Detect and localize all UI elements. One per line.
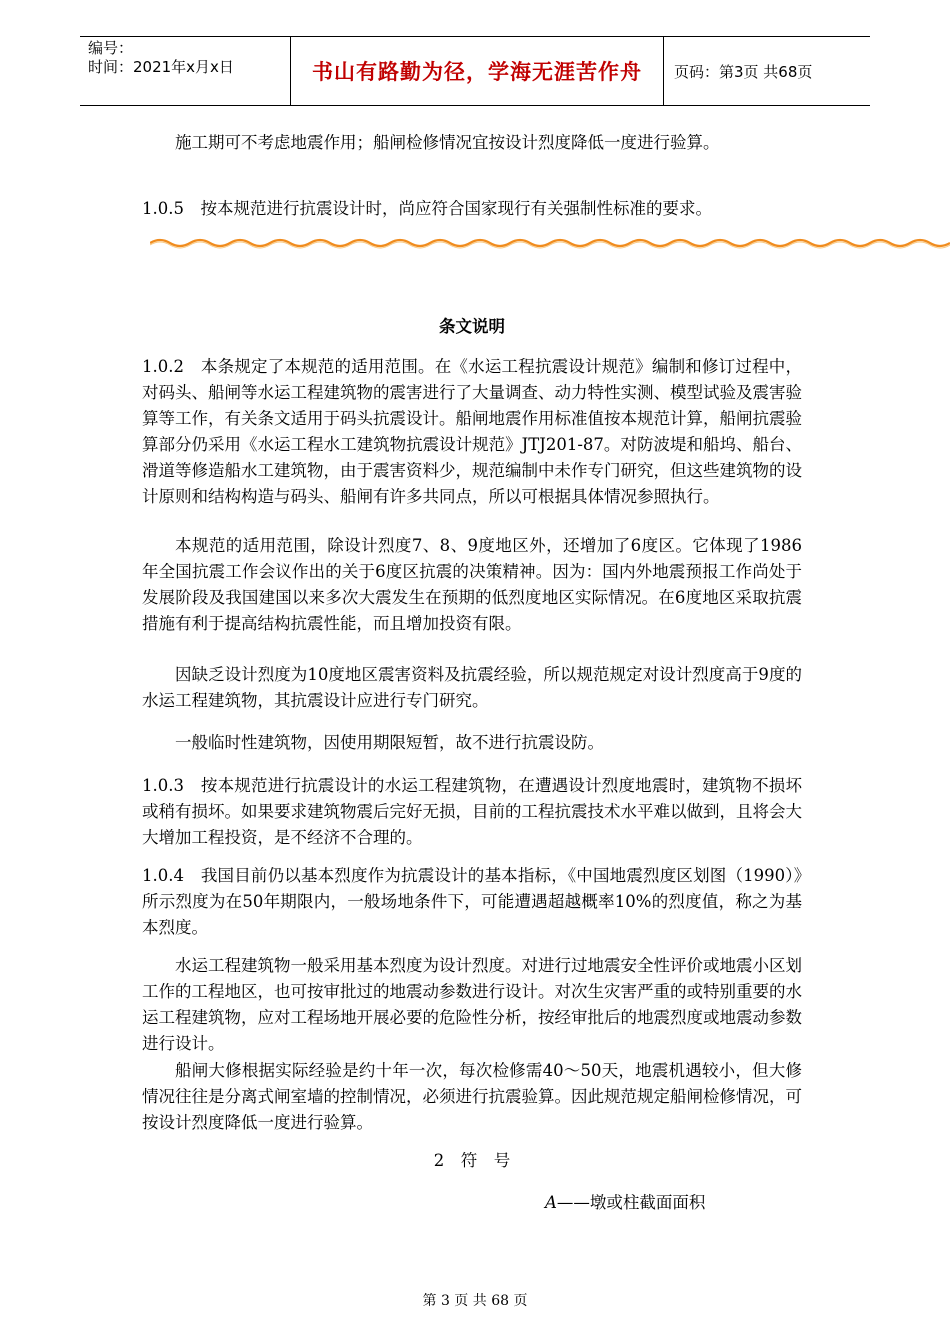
header-page-label: 页码：第3页 共68页 <box>674 62 813 81</box>
paragraph-continuation: 施工期可不考虑地震作用；船闸检修情况宜按设计烈度降低一度进行验算。 <box>175 133 720 152</box>
temporary-building-paragraph: 一般临时性建筑物，因使用期限短暂，故不进行抗震设防。 <box>175 733 604 752</box>
page-footer: 第 3 页 共 68 页 <box>422 1293 528 1309</box>
header-motto: 书山有路勤为径，学海无涯苦作舟 <box>291 37 664 105</box>
symbol-definition: ——墩或柱截面面积 <box>556 1193 706 1212</box>
design-intensity-paragraph: 水运工程建筑物一般采用基本烈度为设计烈度。对进行过地震安全性评价或地震小区划工作的工程地区，也可按审批过的地震动参数进行设计。对次生灾害严重的或特别重要的水运工程建筑物，应对工程场地开展必要的危险性分析，按经审批后的地震烈度或地震动参数进行设计。 <box>142 956 802 1053</box>
header-code-label: 编号： <box>88 39 134 57</box>
clause-1-0-2-explanation: 1.0.2 本条规定了本规范的适用范围。在《水运工程抗震设计规范》编制和修订过程中，对码头、船闸等水运工程建筑物的震害进行了大量调查、动力特性实测、模型试验及震害验算等工作，有关条文适用于码头抗震设计。船闸地震作用标准值按本规范计算，船闸抗震验算部分仍采用《水运工程水工建筑物抗震设计规范》JTJ201-87。对防波堤和船坞、船台、滑道等修造船水工建筑物，由于震害资料少，规范编制中未作专门研究，但这些建筑物的设计原则和结构构造与码头、船闸有许多共同点，所以可根据具体情况参照执行。 <box>142 357 802 506</box>
section-title: 条文说明 <box>439 317 505 336</box>
symbol-letter: A <box>545 1193 557 1212</box>
scope-paragraph: 本规范的适用范围，除设计烈度7、8、9度地区外，还增加了6度区。它体现了1986年全国抗震工作会议作出的关于6度区抗震的决策精神。因为：国内外地震预报工作尚处于发展阶段及我国建国以来多次大震发生在预期的低烈度地区实际情况。在6度地区采取抗震措施有利于提高结构抗震性能，而且增加投资有限。 <box>142 536 802 633</box>
chapter-title: 2 符 号 <box>433 1151 511 1170</box>
lock-overhaul-paragraph: 船闸大修根据实际经验是约十年一次，每次检修需40～50天，地震机遇较小，但大修情况往往是分离式闸室墙的控制情况，必须进行抗震验算。因此规范规定船闸检修情况，可按设计烈度降低一度进行验算。 <box>142 1061 802 1132</box>
symbol-entry <box>545 1190 705 1216</box>
intensity-10-paragraph: 因缺乏设计烈度为10度地区震害资料及抗震经验，所以规范规定对设计烈度高于9度的水运工程建筑物，其抗震设计应进行专门研究。 <box>142 665 802 710</box>
header-meta <box>80 37 291 105</box>
wavy-divider <box>150 236 950 250</box>
clause-1-0-5: 1.0.5 按本规范进行抗震设计时，尚应符合国家现行有关强制性标准的要求。 <box>142 199 712 218</box>
clause-1-0-3-explanation: 1.0.3 按本规范进行抗震设计的水运工程建筑物，在遭遇设计烈度地震时，建筑物不损坏或稍有损坏。如果要求建筑物震后完好无损，目前的工程抗震技术水平难以做到，且将会大大增加工程投资，是不经济不合理的。 <box>142 776 802 847</box>
clause-1-0-4-explanation: 1.0.4 我国目前仍以基本烈度作为抗震设计的基本指标，《中国地震烈度区划图（1990）》所示烈度为在50年期限内，一般场地条件下，可能遭遇超越概率10%的烈度值，称之为基本烈度。 <box>142 866 802 937</box>
header-date-label: 时间：2021年x月x日 <box>88 58 234 76</box>
page-header <box>80 36 870 106</box>
